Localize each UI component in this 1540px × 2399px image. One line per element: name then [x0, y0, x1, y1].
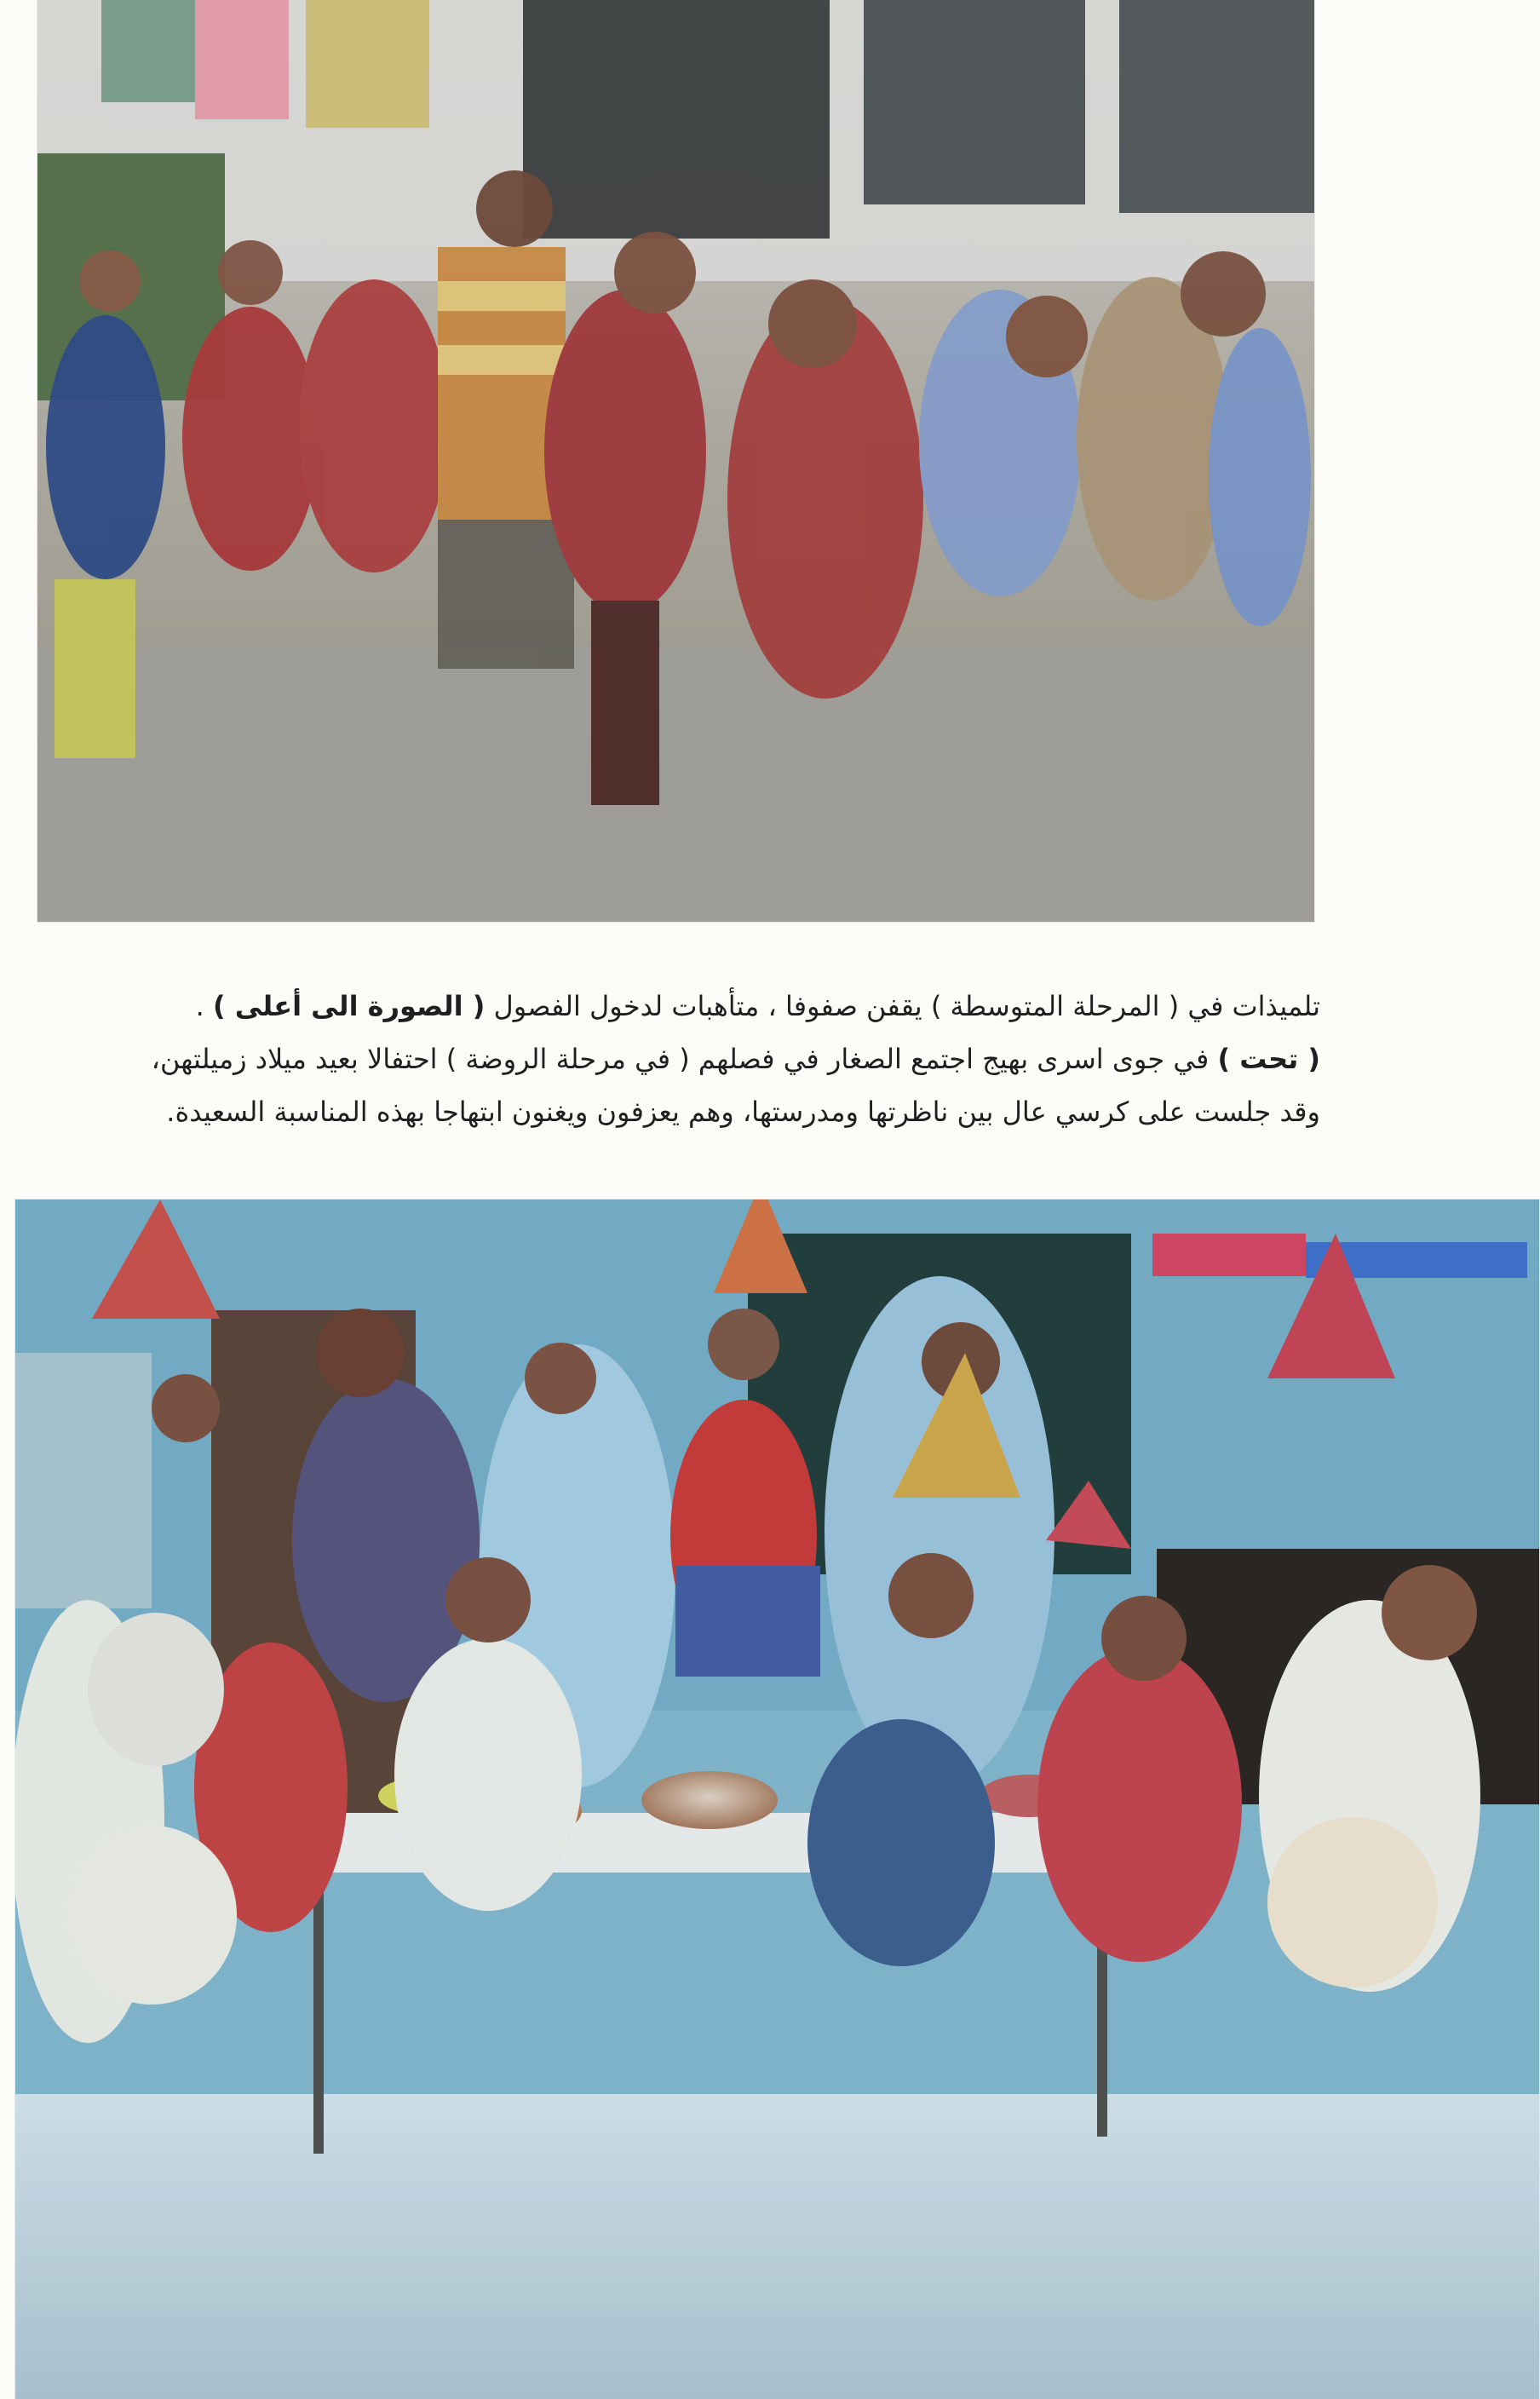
caption-line-1-prefix: تلميذات في ( المرحلة المتوسطة ) يقفن صفوفا ، متأهبات لدخول الفصول [493, 990, 1320, 1022]
caption-line-1 [51, 980, 1320, 1033]
birthday-party-photo-image [15, 1200, 1539, 2399]
caption-above-photo-ref: ( الصورة الى أعلى ) [213, 990, 486, 1022]
caption-line-1-suffix: . [195, 990, 204, 1022]
caption-line-3: وقد جلست على كرسي عال بين ناظرتها ومدرستها، وهم يعزفون ويغنون ابتهاجا بهذه المناسبة السعيدة. [166, 1096, 1320, 1128]
top-photo [37, 0, 1314, 922]
bottom-photo [15, 1200, 1539, 2399]
photo-caption [51, 980, 1320, 1138]
schoolgirls-photo-image [37, 0, 1314, 922]
caption-line-2-text: في جوى اسرى بهيج اجتمع الصغار في فصلهم ( في مرحلة الروضة ) احتفالا بعيد ميلاد زميلتهن، [151, 1043, 1210, 1075]
caption-below-photo-ref: ( تحت ) [1217, 1043, 1320, 1075]
caption-line-2 [51, 1033, 1320, 1085]
